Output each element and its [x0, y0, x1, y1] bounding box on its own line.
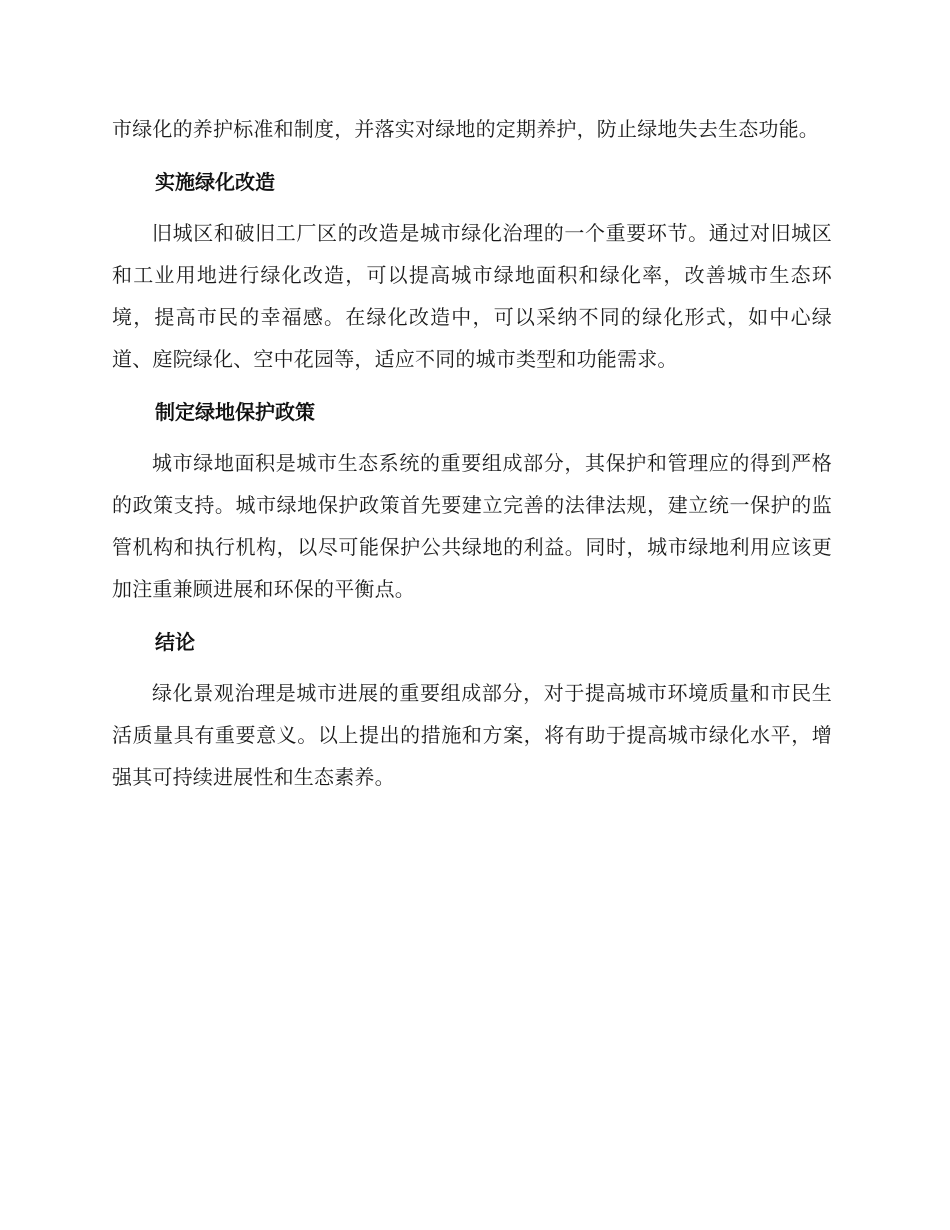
section-heading-conclusion: 结论: [155, 630, 195, 654]
paragraph-continued: 市绿化的养护标准和制度，并落实对绿地的定期养护，防止绿地失去生态功能。: [112, 117, 819, 141]
paragraph-conclusion: 绿化景观治理是城市进展的重要组成部分，对于提高城市环境质量和市民生活质量具有重要意义。以上提出的措施和方案，将有助于提高城市绿化水平，增强其可持续进展性和生态素养。: [112, 681, 832, 789]
document-body: [112, 108, 832, 810]
paragraph-green-renovation: 旧城区和破旧工厂区的改造是城市绿化治理的一个重要环节。通过对旧城区和工业用地进行绿化改造，可以提高城市绿地面积和绿化率，改善城市生态环境，提高市民的幸福感。在绿化改造中，可以采纳不同的绿化形式，如中心绿道、庭院绿化、空中花园等，适应不同的城市类型和功能需求。: [112, 221, 832, 371]
section-heading-green-renovation: 实施绿化改造: [155, 170, 275, 194]
paragraph-protection-policy: 城市绿地面积是城市生态系统的重要组成部分，其保护和管理应的得到严格的政策支持。城市绿地保护政策首先要建立完善的法律法规，建立统一保护的监管机构和执行机构，以尽可能保护公共绿地的利益。同时，城市绿地利用应该更加注重兼顾进展和环保的平衡点。: [112, 451, 832, 601]
section-heading-protection-policy: 制定绿地保护政策: [155, 400, 315, 424]
